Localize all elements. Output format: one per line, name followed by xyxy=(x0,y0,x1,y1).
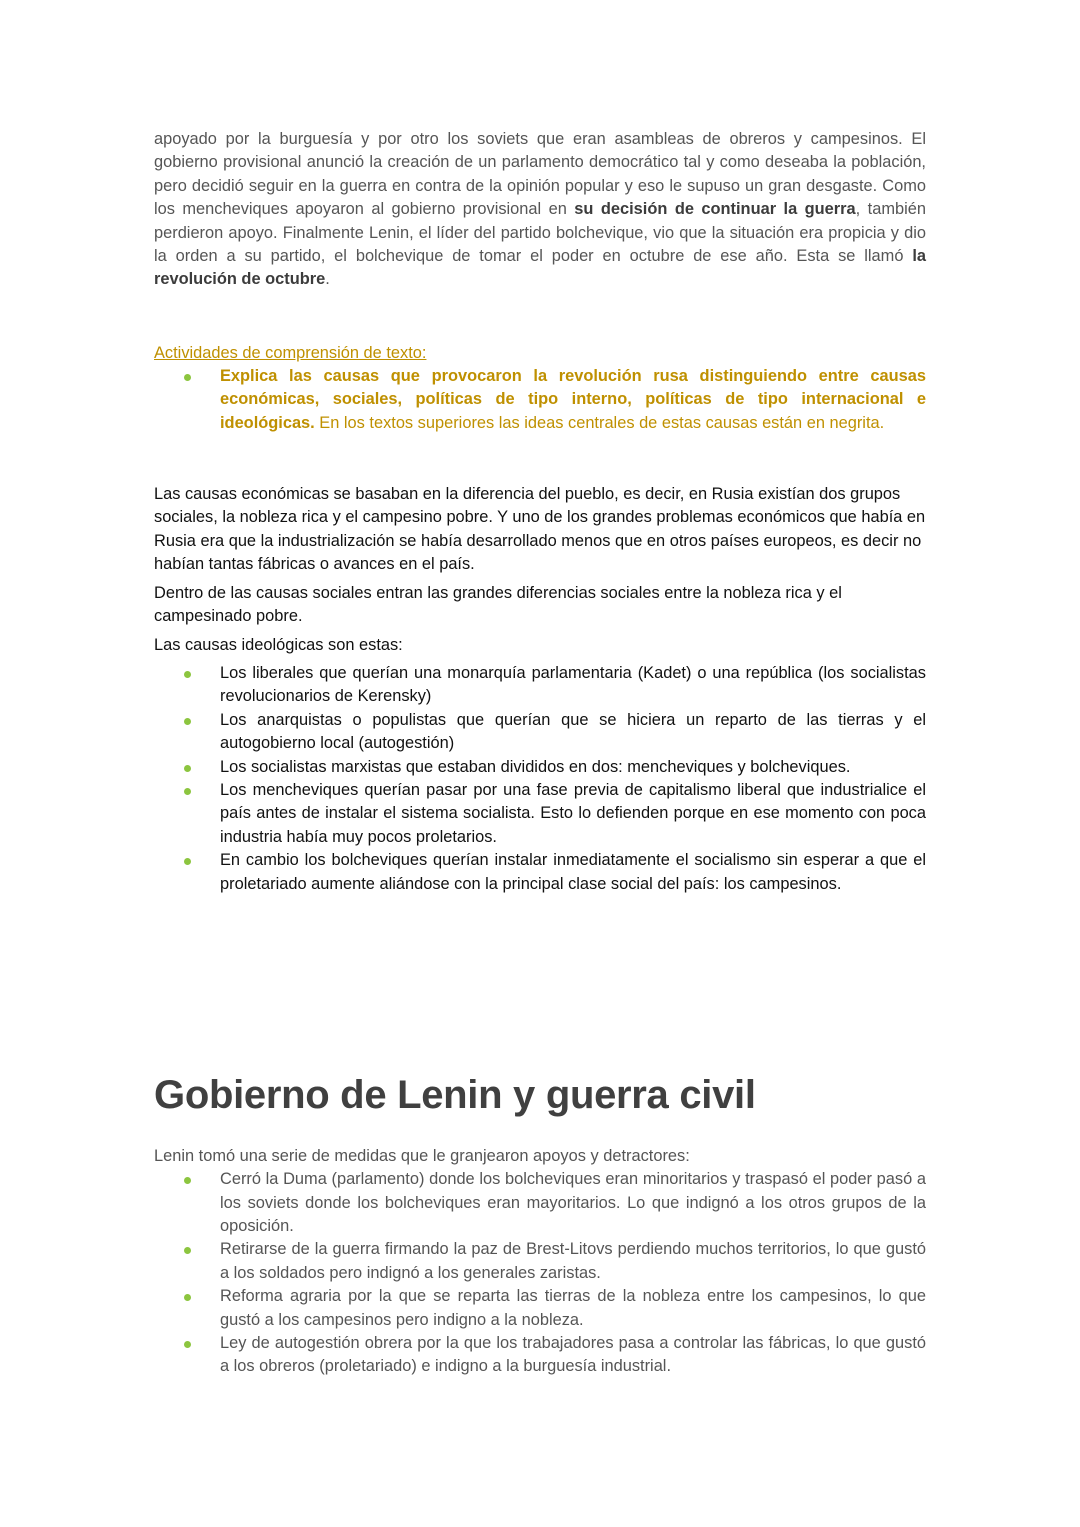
activity-item xyxy=(154,365,926,435)
bullet-dot-icon xyxy=(184,718,191,725)
lenin-measures-list xyxy=(154,1168,926,1379)
activities-list xyxy=(154,365,926,435)
bullet-dot-icon xyxy=(184,765,191,772)
bullet-dot-icon xyxy=(184,788,191,795)
list-item: Los anarquistas o populistas que querían que se hiciera un reparto de las tierras y el autogobierno local (autogestión) xyxy=(154,709,926,756)
ideological-causes-list xyxy=(154,662,926,896)
bullet-dot-icon xyxy=(184,1341,191,1348)
bullet-dot-icon xyxy=(184,1177,191,1184)
bullet-dot-icon xyxy=(184,858,191,865)
list-item: Ley de autogestión obrera por la que los trabajadores pasa a controlar las fábricas, lo que gustó a los obreros (proletariado) e indigno a la burguesía industrial. xyxy=(154,1332,926,1379)
answer-ideological-intro: Las causas ideológicas son estas: xyxy=(154,635,403,654)
bullet-dot-icon xyxy=(184,671,191,678)
intro-bold-october-revolution: la revolución de octubre xyxy=(154,247,926,289)
list-item: En cambio los bolcheviques querían instalar inmediatamente el socialismo sin esperar a que el proletariado aumente aliándose con la principal clase social del país: los campesinos. xyxy=(154,849,926,896)
section-title: Gobierno de Lenin y guerra civil xyxy=(154,1072,756,1117)
list-item: Los mencheviques querían pasar por una fase previa de capitalismo liberal que industrialice el país antes de instalar el sistema socialista. Esto lo defienden porque en ese momento con poca industria había muy pocos proletarios. xyxy=(154,779,926,849)
answer-social-causes: Dentro de las causas sociales entran las grandes diferencias sociales entre la nobleza rica y el campesinado pobre. xyxy=(154,583,842,626)
document-page xyxy=(154,128,926,1379)
bullet-dot-icon xyxy=(184,374,191,381)
list-item: Los socialistas marxistas que estaban divididos en dos: mencheviques y bolcheviques. xyxy=(154,756,926,779)
intro-bold-continue-war: su decisión de continuar la guerra xyxy=(574,200,856,219)
intro-paragraph: apoyado por la burguesía y por otro los soviets que eran asambleas de obreros y campesinos. El gobierno provisional anunció la creación de un parlamento democrático tal y como deseaba la población, pero decidió seguir en la guerra en contra de la opinión popular y eso le supuso un gran desgaste. Como los mencheviques apoyaron al gobierno provisional en su decisión de continuar la guerra, también perdieron apoyo. Finalmente Lenin, el líder del partido bolchevique, vio que la situación era propicia y dio la orden a su partido, el bolchevique de tomar el poder en octubre de ese año. Esta se llamó la revolución de octubre. xyxy=(154,130,926,289)
activities-heading: Actividades de comprensión de texto: xyxy=(154,343,427,362)
activity-instruction: Explica las causas que provocaron la revolución rusa distinguiendo entre causas económicas, sociales, políticas de tipo interno, políticas de tipo internacional e ideológicas. xyxy=(220,366,926,432)
list-item: Cerró la Duma (parlamento) donde los bolcheviques eran minoritarios y traspasó el poder pasó a los soviets donde los bolcheviques eran mayoritarios. Lo que indignó a los otros grupos de la oposición. xyxy=(154,1168,926,1238)
answer-block xyxy=(154,483,926,896)
bullet-dot-icon xyxy=(184,1294,191,1301)
answer-economic-causes: Las causas económicas se basaban en la diferencia del pueblo, es decir, en Rusia existían dos grupos sociales, la nobleza rica y el campesino pobre. Y uno de los grandes problemas económicos que había en Rusia era que la industrialización se había desarrollado menos que en otros países europeos, es decir no habían tantas fábricas o avances en el país. xyxy=(154,485,926,574)
list-item: Los liberales que querían una monarquía parlamentaria (Kadet) o una república (los socialistas revolucionarios de Kerensky) xyxy=(154,662,926,709)
section-intro: Lenin tomó una serie de medidas que le granjearon apoyos y detractores: xyxy=(154,1146,690,1165)
list-item: Retirarse de la guerra firmando la paz de Brest-Litovs perdiendo muchos territorios, lo que gustó a los soldados pero indignó a los generales zaristas. xyxy=(154,1238,926,1285)
activity-note: En los textos superiores las ideas centrales de estas causas están en negrita. xyxy=(314,413,885,432)
bullet-dot-icon xyxy=(184,1247,191,1254)
list-item: Reforma agraria por la que se reparta las tierras de la nobleza entre los campesinos, lo que gustó a los campesinos pero indigno a la nobleza. xyxy=(154,1285,926,1332)
